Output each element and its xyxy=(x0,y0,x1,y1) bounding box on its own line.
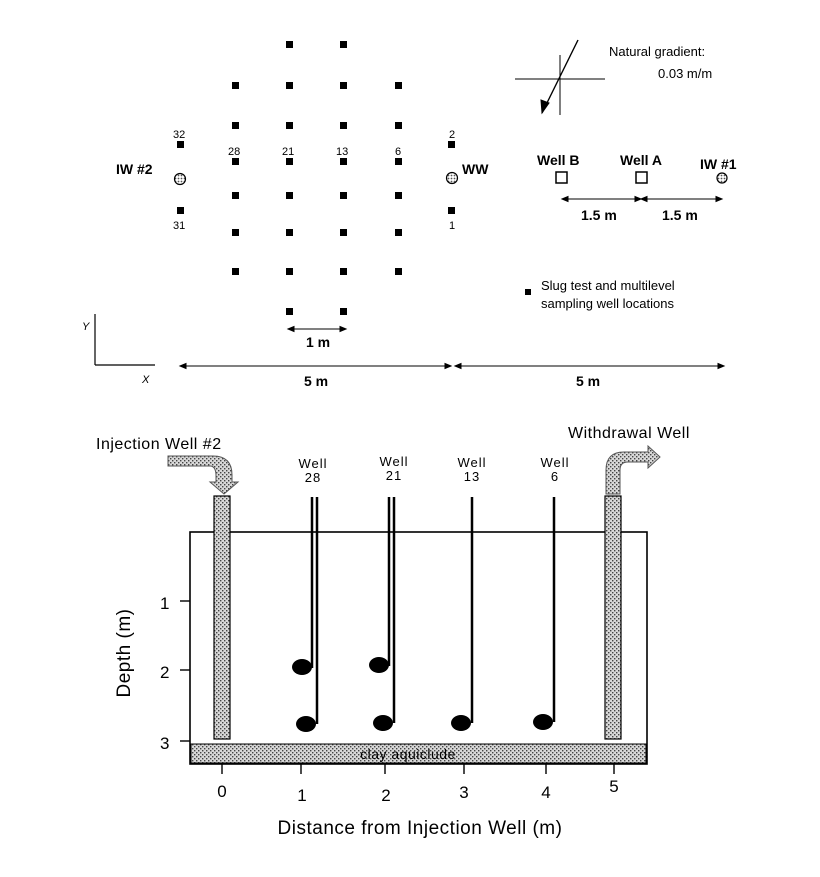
sampling-well xyxy=(177,207,184,214)
gradient-value: 0.03 m/m xyxy=(658,66,713,81)
sampling-well xyxy=(395,122,402,129)
injection-flow-arrow-icon xyxy=(168,456,238,494)
section-well-labels xyxy=(298,454,569,485)
well-number-32: 32 xyxy=(173,129,186,141)
sampling-well xyxy=(340,158,347,165)
depth-tick-3: 3 xyxy=(160,734,170,753)
section-well-28-name: Well xyxy=(298,456,328,471)
depth-axis xyxy=(180,601,190,741)
section-well-21-name: Well xyxy=(379,454,409,469)
section-well-6-number: 6 xyxy=(550,469,560,484)
sampling-well xyxy=(395,192,402,199)
distance-tick-5: 5 xyxy=(609,777,619,796)
sampling-well xyxy=(395,158,402,165)
sampling-well xyxy=(286,122,293,129)
sampling-well xyxy=(395,82,402,89)
spacing-right-label: 1.5 m xyxy=(662,207,698,223)
sampling-well xyxy=(286,308,293,315)
sampling-well xyxy=(340,41,347,48)
withdrawal-flow-arrow-icon xyxy=(606,446,660,494)
sampling-well xyxy=(395,268,402,275)
withdrawal-well-casing xyxy=(605,496,621,739)
distance-axis-label: Distance from Injection Well (m) xyxy=(277,818,563,839)
distance-tick-1: 1 xyxy=(297,786,307,805)
clay-aquiclude-label: clay aquiclude xyxy=(360,746,456,762)
sampling-well xyxy=(232,82,239,89)
sampling-well xyxy=(340,229,347,236)
scale-5m-left-label: 5 m xyxy=(304,373,329,389)
well-number-2: 2 xyxy=(449,129,456,141)
sampling-well xyxy=(340,82,347,89)
well-number-31: 31 xyxy=(173,220,186,232)
well-a-symbol xyxy=(636,172,647,183)
distance-tick-4: 4 xyxy=(541,783,551,802)
sampling-well xyxy=(340,268,347,275)
sampling-well-grid xyxy=(177,41,455,315)
depth-tick-1: 1 xyxy=(160,594,170,613)
sampling-well xyxy=(286,41,293,48)
distance-tick-0: 0 xyxy=(217,782,227,801)
section-well-6-name: Well xyxy=(540,455,570,470)
injection-well-1-symbol xyxy=(717,173,727,183)
well-b-label: Well B xyxy=(537,152,580,168)
sampling-well xyxy=(232,229,239,236)
distance-axis xyxy=(222,764,614,774)
scale-5m-right-label: 5 m xyxy=(576,373,601,389)
well-a-label: Well A xyxy=(620,152,663,168)
aquifer-box xyxy=(190,532,647,764)
sampling-well xyxy=(448,207,455,214)
sampling-well xyxy=(340,122,347,129)
sampling-well xyxy=(177,141,184,148)
scale-1m-label: 1 m xyxy=(306,334,331,350)
legend-line2: sampling well locations xyxy=(541,296,674,311)
well-b-symbol xyxy=(556,172,567,183)
gradient-label: Natural gradient: xyxy=(609,44,706,59)
legend-square-icon xyxy=(525,289,531,295)
distance-tick-3: 3 xyxy=(459,783,469,802)
well-number-1: 1 xyxy=(449,220,456,232)
section-well-13-number: 13 xyxy=(463,469,481,484)
sampling-well xyxy=(286,268,293,275)
xy-axis-icon xyxy=(95,314,155,365)
iw1-label: IW #1 xyxy=(700,156,737,172)
legend-line1: Slug test and multilevel xyxy=(541,278,675,293)
spacing-left-label: 1.5 m xyxy=(581,207,617,223)
sampling-well xyxy=(286,229,293,236)
well-number-21: 21 xyxy=(282,146,295,158)
withdrawal-well-symbol xyxy=(447,173,458,184)
sampling-well xyxy=(340,308,347,315)
sampling-well xyxy=(232,122,239,129)
section-well-21-number: 21 xyxy=(385,468,403,483)
plan-view xyxy=(82,40,737,389)
well-number-6: 6 xyxy=(395,146,402,158)
well-number-28: 28 xyxy=(228,146,241,158)
well-number-13: 13 xyxy=(336,146,349,158)
ww-label: WW xyxy=(462,161,489,177)
scale-1m-line xyxy=(288,327,346,332)
gradient-arrow-icon xyxy=(515,40,605,115)
axis-x-label: X xyxy=(142,374,150,386)
sampling-well xyxy=(286,158,293,165)
sampling-well xyxy=(448,141,455,148)
scale-5m-lines xyxy=(180,364,724,369)
withdrawal-well-title: Withdrawal Well xyxy=(568,425,690,442)
injection-well-casing xyxy=(214,496,230,739)
iw2-label: IW #2 xyxy=(116,161,153,177)
sampling-well xyxy=(286,192,293,199)
sampling-well xyxy=(286,82,293,89)
section-well-13-name: Well xyxy=(457,455,487,470)
depth-tick-2: 2 xyxy=(160,663,170,682)
spacing-dimension-lines xyxy=(562,197,722,202)
sampling-well xyxy=(340,192,347,199)
sampling-well xyxy=(232,192,239,199)
depth-axis-label: Depth (m) xyxy=(114,608,135,698)
distance-tick-2: 2 xyxy=(381,786,391,805)
section-well-28-number: 28 xyxy=(304,470,322,485)
sampling-well xyxy=(232,268,239,275)
sampling-well xyxy=(395,229,402,236)
cross-section xyxy=(96,425,690,839)
sampling-well xyxy=(232,158,239,165)
injection-well-2-symbol xyxy=(175,174,186,185)
axis-y-label: Y xyxy=(82,321,90,333)
injection-well-title: Injection Well #2 xyxy=(96,436,222,453)
